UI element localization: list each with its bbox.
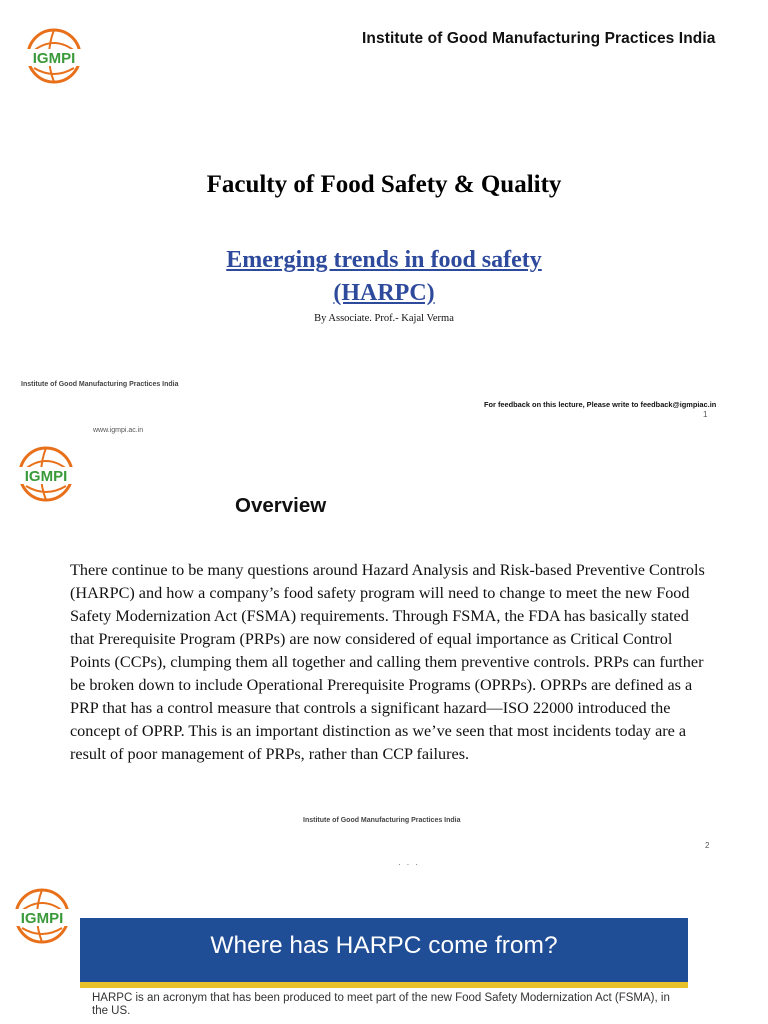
separator-dots: ···	[398, 860, 424, 869]
svg-text:IGMPI: IGMPI	[32, 50, 76, 67]
svg-text:IGMPI: IGMPI	[24, 468, 68, 485]
igmpi-logo	[10, 884, 74, 948]
harpc-intro-text: HARPC is an acronym that has been produced to meet part of the new Food Safety Modernization Act (FSMA), in the US.	[92, 992, 670, 1017]
slide-2	[0, 420, 768, 860]
globe-icon	[14, 442, 78, 506]
globe-icon	[10, 884, 74, 948]
overview-body: There continue to be many questions around Hazard Analysis and Risk-based Preventive Controls (HARPC) and how a company’s food safety program will need to change to meet the new Food Safety Modernization Act (FSMA) requirements. Through FSMA, the FDA has basically stated that Prerequisite Program (PRPs) are now considered of equal importance as Critical Control Points (CCPs), clumping them all together and calling them preventive controls. PRPs can further be broken down to include Operational Prerequisite Programs (OPRPs). OPRPs are defined as a PRP that has a control measure that controls a significant hazard—ISO 22000 introduced the concept of OPRP. This is an important distinction as we’ve seen that most incidents today are a result of poor management of PRPs, rather than CCP failures.	[70, 561, 705, 763]
globe-icon	[22, 24, 86, 88]
page-number: 1	[703, 410, 708, 419]
author-byline: By Associate. Prof.- Kajal Verma	[314, 313, 454, 324]
slide-1	[0, 0, 768, 434]
slide-3	[0, 860, 768, 1024]
svg-text:IGMPI: IGMPI	[20, 910, 64, 927]
banner-title: Where has HARPC come from?	[210, 932, 558, 959]
page-number: 2	[705, 841, 710, 850]
website-link[interactable]: www.igmpi.ac.in	[93, 427, 144, 434]
header-org-name: Institute of Good Manufacturing Practices India	[362, 30, 716, 47]
faculty-title: Faculty of Food Safety & Quality	[206, 171, 562, 198]
igmpi-logo	[14, 442, 78, 506]
footer-org-name: Institute of Good Manufacturing Practices India	[21, 381, 179, 388]
lecture-title	[0, 244, 768, 310]
lecture-title-line1: Emerging trends in food safety	[226, 247, 542, 273]
feedback-note: For feedback on this lecture, Please write to feedback@igmpiac.in	[484, 400, 717, 409]
overview-heading: Overview	[235, 494, 327, 517]
lecture-title-line2: (HARPC)	[333, 280, 435, 306]
igmpi-logo	[22, 24, 86, 88]
harpc-banner	[80, 918, 688, 988]
footer-org-name: Institute of Good Manufacturing Practices India	[303, 817, 461, 824]
